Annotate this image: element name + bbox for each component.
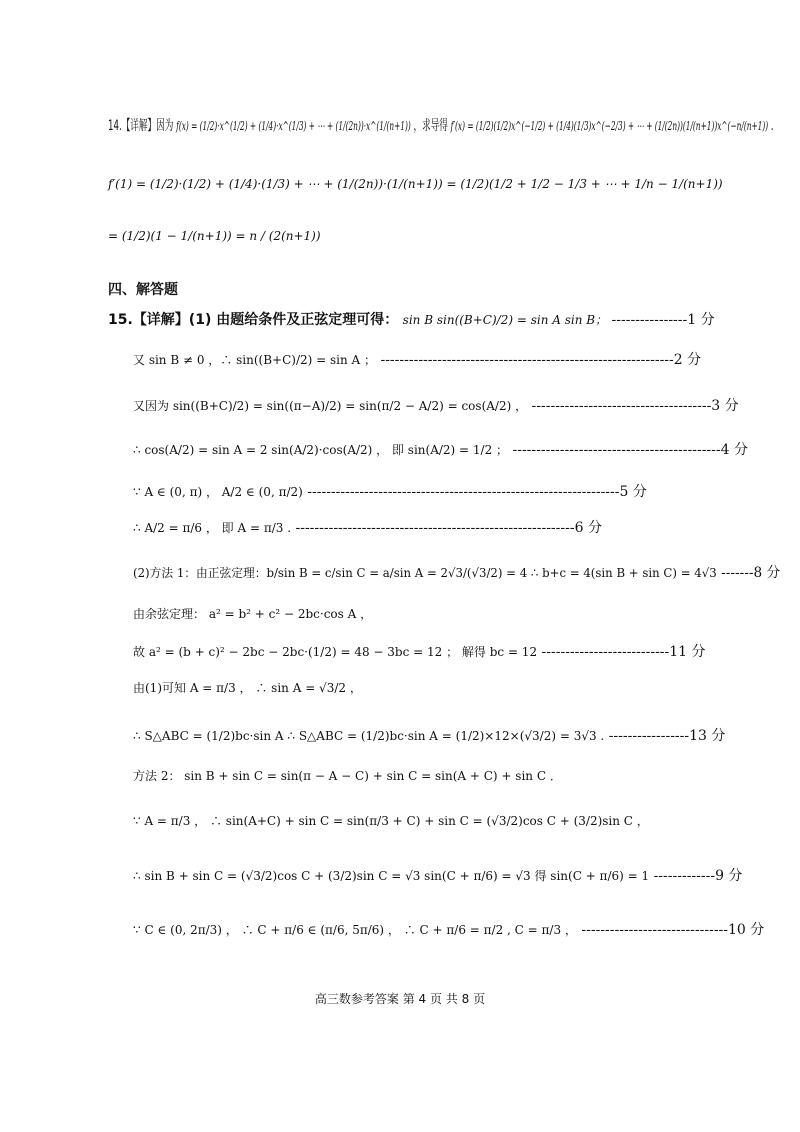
q15-score-10: -------------------------------10 分 xyxy=(581,922,765,938)
section-title: 四、解答题 xyxy=(108,282,178,298)
q15-l15-text: ∵ C ∈ (0, 2π/3) ， ∴ C + π/6 ∈ (π/6, 5π/6) ， ∴ C + π/6 = π/2 , C = π/3 ， xyxy=(133,923,577,937)
q15-score-5: ------------------------------------------------------------------5 分 xyxy=(307,484,647,500)
q14-mid: ，求导得 xyxy=(413,118,448,134)
q15-score-4: --------------------------------------------4 分 xyxy=(512,442,748,458)
q15-line-3 xyxy=(133,398,739,414)
q15-line-7 xyxy=(133,565,780,581)
q15-line-8: 由余弦定理： a² = b² + c² − 2bc·cos A ， xyxy=(133,607,373,621)
q14-end: ． xyxy=(770,118,780,134)
q15-score-11: ---------------------------11 分 xyxy=(541,644,706,660)
q15-l9-text: 故 a² = (b + c)² − 2bc − 2bc·(1/2) = 48 − 3bc = 12 ； 解得 bc = 12 xyxy=(133,645,538,659)
q14-line-1 xyxy=(108,118,779,134)
q15-line-12: 方法 2： sin B + sin C = sin(π − A − C) + sin C = sin(A + C) + sin C ． xyxy=(133,769,562,783)
q15-l14-text: ∴ sin B + sin C = (√3/2)cos C + (3/2)sin C = √3 sin(C + π/6) = √3 得 sin(C + π/6) = 1 xyxy=(133,869,650,883)
page-footer: 高三数参考答案 第 4 页 共 8 页 xyxy=(314,992,486,1006)
q15-line-5 xyxy=(133,484,647,500)
q14-fx: f(x) = (1/2)·x^(1/2) + (1/4)·x^(1/3) + ⋯ + (1/(2n))·x^(1/(n+1)) xyxy=(176,119,411,133)
q14-line-2: f′(1) = (1/2)·(1/2) + (1/4)·(1/3) + ⋯ + (1/(2n))·(1/(n+1)) = (1/2)(1/2 + 1/2 − 1/3 + ⋯ + 1/n − 1/(n+1)) xyxy=(108,177,723,191)
q14-line-3: = (1/2)(1 − 1/(n+1)) = n / (2(n+1)) xyxy=(108,229,321,243)
q15-l1-math: sin B sin((B+C)/2) = sin A sin B； xyxy=(402,313,608,327)
q14-lead: 14.【详解】因为 xyxy=(108,118,174,134)
q15-l4-text: ∴ cos(A/2) = sin A = 2 sin(A/2)·cos(A/2) ， 即 sin(A/2) = 1/2 ； xyxy=(133,443,509,457)
q15-score-13: -----------------13 分 xyxy=(608,728,726,744)
q15-line-11 xyxy=(133,728,725,744)
q15-l11-text: ∴ S△ABC = (1/2)bc·sin A ∴ S△ABC = (1/2)bc·sin A = (1/2)×12×(√3/2) = 3√3 . xyxy=(133,729,605,743)
q14-fpx: f′(x) = (1/2)(1/2)x^(−1/2) + (1/4)(1/3)x^(−2/3) + ⋯ + (1/(2n))(1/(n+1))x^(−n/(n+1)) xyxy=(450,119,769,133)
q15-lead: 15.【详解】(1) 由题给条件及正弦定理可得： xyxy=(108,312,399,328)
q15-score-2: --------------------------------------------------------------2 分 xyxy=(380,352,702,368)
q15-score-9: -------------9 分 xyxy=(653,868,743,884)
q15-line-9 xyxy=(133,644,706,660)
q15-l6-text: ∴ A/2 = π/6 ， 即 A = π/3 . xyxy=(133,521,292,535)
q15-score-8: -------8 分 xyxy=(721,565,781,581)
q15-line-14 xyxy=(133,868,742,884)
q15-l5-text: ∵ A ∈ (0, π) ， A/2 ∈ (0, π/2) xyxy=(133,485,303,499)
q15-line-4 xyxy=(133,442,748,458)
q15-line-15 xyxy=(133,922,764,938)
q15-score-6: -----------------------------------------------------------6 分 xyxy=(295,520,602,536)
q15-line-6 xyxy=(133,520,602,536)
q15-line-10: 由(1)可知 A = π/3 ， ∴ sin A = √3/2 ， xyxy=(133,681,362,695)
q15-score-3: --------------------------------------3 分 xyxy=(531,398,739,414)
q15-l3-text: 又因为 sin((B+C)/2) = sin((π−A)/2) = sin(π/2 − A/2) = cos(A/2) ， xyxy=(133,399,528,413)
q15-line-1 xyxy=(108,312,715,328)
q15-l7-text: (2)方法 1：由正弦定理：b/sin B = c/sin C = a/sin A = 2√3/(√3/2) = 4 ∴ b+c = 4(sin B + sin C) = 4√3 xyxy=(133,566,717,580)
q15-line-13: ∵ A = π/3 ， ∴ sin(A+C) + sin C = sin(π/3 + C) + sin C = (√3/2)cos C + (3/2)sin C ， xyxy=(133,814,649,828)
q15-line-2 xyxy=(133,352,701,368)
q15-l2-text: 又 sin B ≠ 0 ，∴ sin((B+C)/2) = sin A ； xyxy=(133,353,377,367)
q15-score-1: ----------------1 分 xyxy=(611,312,715,328)
